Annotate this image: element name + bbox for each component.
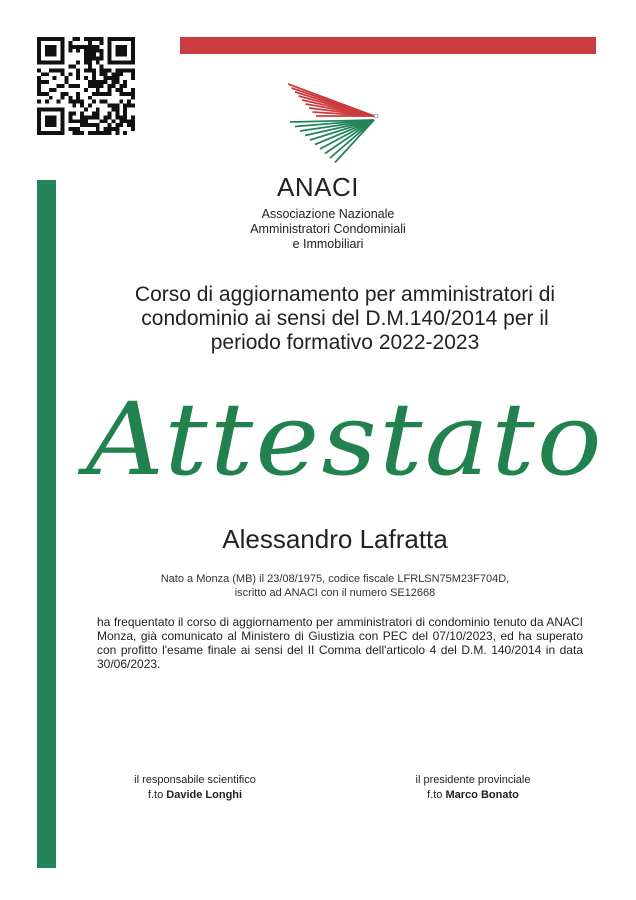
signature-role: il presidente provinciale bbox=[415, 774, 531, 786]
birth-line: iscritto ad ANACI con il numero SE12668 bbox=[234, 587, 436, 599]
recipient-name: Alessandro Lafratta bbox=[222, 524, 448, 554]
logo-name: ANACI bbox=[277, 172, 359, 202]
signature-line bbox=[363, 788, 583, 803]
logo-subtitle-line: Associazione Nazionale bbox=[261, 207, 395, 221]
course-title-line: Corso di aggiornamento per amministratori di bbox=[134, 283, 556, 306]
signature-line bbox=[85, 788, 305, 803]
course-title bbox=[80, 283, 610, 355]
qr-code-icon bbox=[37, 37, 135, 135]
logo-subtitle bbox=[218, 207, 438, 252]
birth-details bbox=[80, 572, 590, 600]
course-title-line: periodo formativo 2022-2023 bbox=[210, 331, 480, 354]
anaci-logo-icon bbox=[284, 78, 384, 170]
signature-name: Marco Bonato bbox=[445, 789, 519, 801]
birth-line: Nato a Monza (MB) il 23/08/1975, codice fiscale LFRLSN75M23F704D, bbox=[160, 573, 510, 585]
green-side-bar bbox=[37, 180, 56, 868]
certificate-title: Attestato bbox=[86, 381, 604, 498]
logo-subtitle-line: e Immobiliari bbox=[292, 237, 364, 251]
certificate-body: ha frequentato il corso di aggiornamento per amministratori di condominio tenuto da ANACI Monza, già comunicato al Ministero di Giustizia con PEC del 07/10/2023, ed ha superato con profitto l'esame finale ai sensi del II Comma dell'articolo 4 del D.M. 140/2014 in data 30/06/2023. bbox=[97, 615, 583, 671]
signature-role: il responsabile scientifico bbox=[134, 774, 256, 786]
signature-right bbox=[363, 773, 583, 803]
signature-prefix: f.to bbox=[147, 789, 164, 801]
red-header-bar bbox=[180, 37, 596, 54]
signature-left bbox=[85, 773, 305, 803]
signature-name: Davide Longhi bbox=[166, 789, 243, 801]
signature-prefix: f.to bbox=[427, 789, 443, 801]
course-title-line: condominio ai sensi del D.M.140/2014 per il bbox=[141, 307, 549, 330]
logo-subtitle-line: Amministratori Condominiali bbox=[250, 222, 406, 236]
